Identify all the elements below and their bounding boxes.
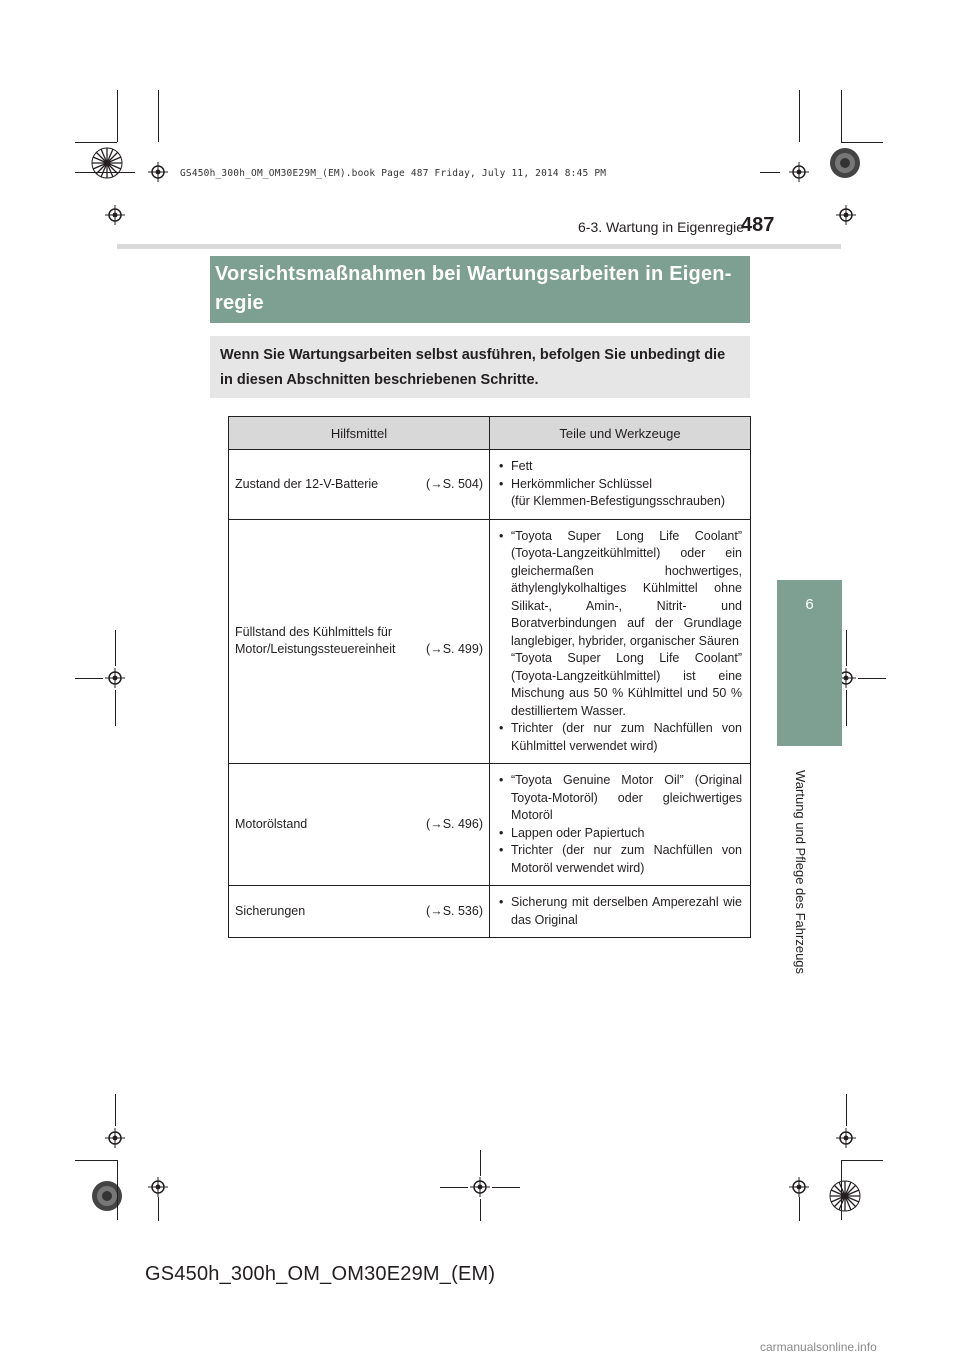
table-cell-parts [490, 519, 751, 764]
page-reference: (→S. 536) [426, 904, 483, 918]
intro-text: Wenn Sie Wartungsarbeiten selbst ausführen, befolgen Sie unbedingt die in diesen Abschnitten beschriebenen Schritte. [220, 347, 726, 388]
footer-code: GS450h_300h_OM_OM30E29M_(EM) [145, 1263, 496, 1285]
table-cell-item [229, 764, 490, 886]
page-number: 487 [741, 214, 775, 236]
table-cell-parts [490, 764, 751, 886]
crosshair-icon [148, 162, 168, 182]
header-rule [117, 244, 841, 249]
page-title-line1: Vorsichtsmaßnahmen bei Wartungsarbeiten in Eigen- [215, 263, 732, 285]
list-item: • Sicherung mit derselben Amperezahl wie das Original [499, 895, 742, 927]
crosshair-icon [148, 1177, 168, 1197]
crosshair-icon [105, 668, 125, 688]
item-name: Zustand der 12-V-Batterie [235, 476, 379, 491]
list-item: • Lappen oder Papiertuch [499, 825, 645, 840]
watermark: carmanualsonline.info [760, 1340, 877, 1354]
page-reference: (→S. 499) [426, 642, 483, 657]
page-reference: (→S. 496) [426, 817, 483, 831]
crosshair-icon [470, 1177, 490, 1197]
item-name: Sicherungen [235, 904, 306, 918]
crosshair-icon [105, 1128, 125, 1148]
crop-disc-icon [829, 147, 861, 179]
crop-disc-icon [91, 147, 123, 179]
table-row [229, 886, 751, 938]
list-item: • Herkömmlicher Schlüssel (für Klemmen-Befestigungsschrauben) [499, 476, 725, 508]
page-title-line2: regie [215, 292, 264, 314]
crosshair-icon [789, 162, 809, 182]
list-item: • Trichter (der nur zum Nachfüllen von Kühlmittel verwendet wird) [499, 721, 742, 753]
table-cell-item [229, 519, 490, 764]
print-info: GS450h_300h_OM_OM30E29M_(EM).book Page 487 Friday, July 11, 2014 8:45 PM [180, 168, 607, 179]
table-cell-item [229, 886, 490, 938]
table-header-row [229, 417, 751, 450]
list-item: • “Toyota Super Long Life Coolant” (Toyota-Langzeitkühlmittel) oder ein gleichermaßen hochwertiges, äthylenglykolhaltiges Kühlmittel ohne Silikat-, Amin-, Nitrit- und Boratverbindungen auf der Grundlage langlebiger, hybrider, organischer Säuren “Toyota Super Long Life Coolant” (Toyota-Langzeitkühlmittel) ist eine Mischung aus 50 % Kühlmittel und 50 % destilliertem Wasser. [499, 528, 742, 718]
table-row [229, 519, 751, 764]
page-title [215, 260, 745, 318]
crop-disc-icon [91, 1180, 123, 1212]
table-row [229, 450, 751, 520]
list-item: • Fett [499, 459, 533, 473]
table-row [229, 764, 751, 886]
section-label: 6-3. Wartung in Eigenregie [578, 219, 745, 235]
column-header: Teile und Werkzeuge [490, 417, 751, 450]
item-name: Füllstand des Kühlmittels für [235, 625, 393, 640]
crop-disc-icon [829, 1180, 861, 1212]
table-cell-parts [490, 886, 751, 938]
crosshair-icon [105, 205, 125, 225]
table-cell-item [229, 450, 490, 520]
column-header: Hilfsmittel [229, 417, 490, 450]
crosshair-icon [836, 205, 856, 225]
list-item: • Trichter (der nur zum Nachfüllen von Motoröl verwendet wird) [499, 843, 742, 875]
table-cell-parts [490, 450, 751, 520]
page-reference: (→S. 504) [426, 476, 483, 491]
tools-table [228, 416, 751, 938]
crosshair-icon [836, 1128, 856, 1148]
list-item: • “Toyota Genuine Motor Oil” (Original Toyota-Motoröl) oder gleichwertiges Motoröl [499, 773, 742, 822]
chapter-label: Wartung und Pflege des Fahrzeugs [793, 770, 808, 975]
item-name: Motor/Leistungssteuereinheit [235, 642, 396, 657]
chapter-number: 6 [805, 596, 814, 613]
crosshair-icon [789, 1177, 809, 1197]
item-name: Motorölstand [235, 817, 308, 831]
